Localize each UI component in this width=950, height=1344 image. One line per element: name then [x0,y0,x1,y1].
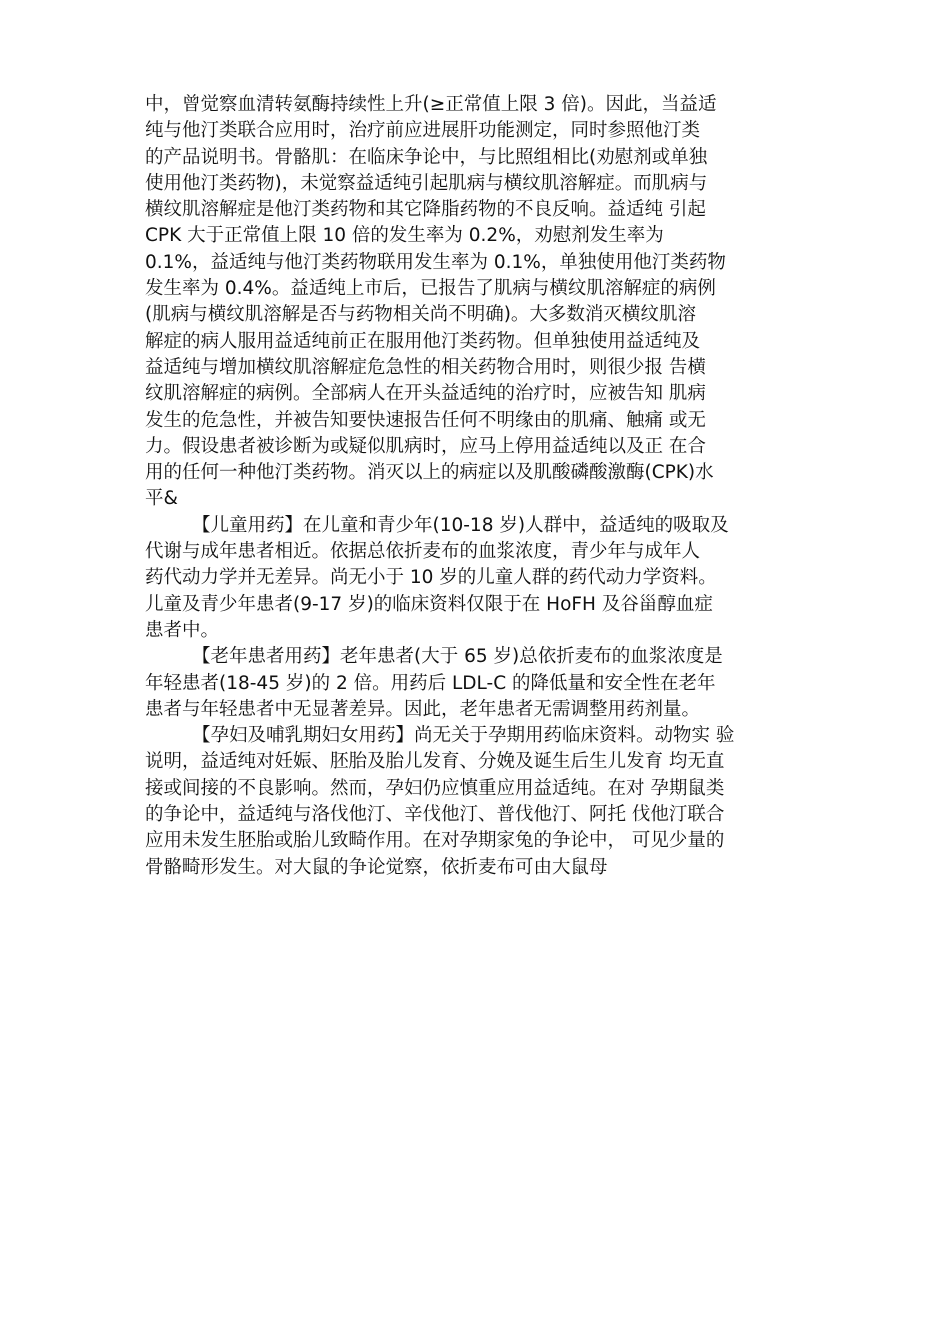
text-line: 说明，益适纯对妊娠、胚胎及胎儿发育、分娩及诞生后生儿发育 均无直 [145,751,725,773]
paragraph-pediatric [145,513,815,644]
text-line: 的产品说明书。骨骼肌：在临床争论中，与比照组相比(劝慰剂或单独 [145,146,708,168]
text-line: 发生率为 0.4%。益适纯上市后，已报告了肌病与横纹肌溶解症的病例 [145,278,716,300]
text-line: 力。假设患者被诊断为或疑似肌病时，应马上停用益适纯以及正 在合 [145,435,706,457]
paragraph-pregnancy [145,723,815,881]
text-line: 使用他汀类药物)，未觉察益适纯引起肌病与横纹肌溶解症。而肌病与 [145,172,708,194]
text-line: 接或间接的不良影响。然而，孕妇仍应慎重应用益适纯。在对 孕期鼠类 [145,777,725,799]
text-line: 药代动力学并无差异。尚无小于 10 岁的儿童人群的药代动力学资料。 [145,567,717,589]
text-line: 【孕妇及哺乳期妇女用药】尚无关于孕期用药临床资料。动物实 验 [192,725,735,747]
text-line: 益适纯与增加横纹肌溶解症危急性的相关药物合用时，则很少报 告横 [145,356,706,378]
text-line: 应用未发生胚胎或胎儿致畸作用。在对孕期家兔的争论中， 可见少量的 [145,830,725,852]
text-line: 中，曾觉察血清转氨酶持续性上升(≥正常值上限 3 倍)。因此，当益适 [145,94,717,115]
paragraph-geriatric [145,644,815,723]
text-line: 解症的病人服用益适纯前正在服用他汀类药物。但单独使用益适纯及 [145,330,701,352]
text-line: 横纹肌溶解症是他汀类药物和其它降脂药物的不良反响。益适纯 引起 [145,199,706,221]
text-line: 【儿童用药】在儿童和青少年(10-18 岁)人群中，益适纯的吸取及 [192,514,729,536]
text-line: 纯与他汀类联合应用时，治疗前应进展肝功能测定，同时参照他汀类 [145,120,701,142]
text-line: 用的任何一种他汀类药物。消灭以上的病症以及肌酸磷酸激酶(CPK)水 [145,462,714,484]
text-line: 0.1%，益适纯与他汀类药物联用发生率为 0.1%，单独使用他汀类药物 [145,251,726,273]
text-line: 代谢与成年患者相近。依据总依折麦布的血浆浓度，青少年与成年人 [145,541,701,563]
text-line: 平& [145,488,178,510]
text-line: 骨骼畸形发生。对大鼠的争论觉察，依折麦布可由大鼠母 [145,856,608,878]
text-line: 纹肌溶解症的病例。全部病人在开头益适纯的治疗时，应被告知 肌病 [145,383,706,405]
paragraph-muscle [145,92,815,513]
text-line: 【老年患者用药】老年患者(大于 65 岁)总依折麦布的血浆浓度是 [192,646,723,668]
text-line: CPK 大于正常值上限 10 倍的发生率为 0.2%，劝慰剂发生率为 [145,225,664,247]
text-line: 的争论中，益适纯与洛伐他汀、辛伐他汀、普伐他汀、阿托 伐他汀联合 [145,804,725,826]
text-line: 患者与年轻患者中无显著差异。因此，老年患者无需调整用药剂量。 [145,698,701,720]
document-page [145,92,815,881]
text-line: 儿童及青少年患者(9-17 岁)的临床资料仅限于在 HoFH 及谷甾醇血症 [145,593,713,615]
text-line: 患者中。 [145,619,220,641]
text-line: 发生的危急性，并被告知要快速报告任何不明缘由的肌痛、触痛 或无 [145,409,706,431]
text-line: (肌病与横纹肌溶解是否与药物相关尚不明确)。大多数消灭横纹肌溶 [145,304,696,326]
text-line: 年轻患者(18-45 岁)的 2 倍。用药后 LDL-C 的降低量和安全性在老年 [145,672,716,694]
